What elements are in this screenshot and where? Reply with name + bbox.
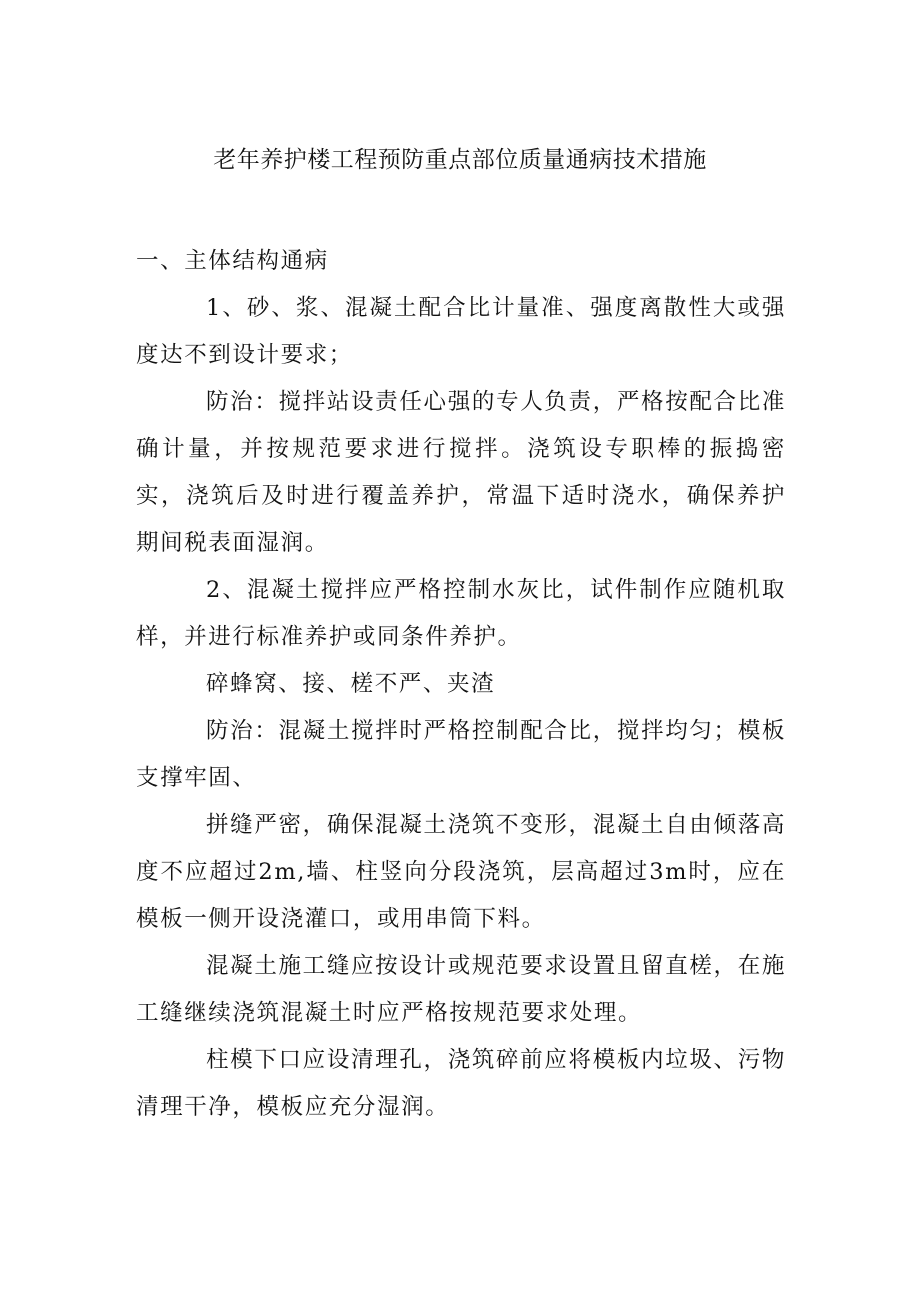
paragraph: 拼缝严密，确保混凝土浇筑不变形，混凝土自由倾落高度不应超过2m,墙、柱竖向分段浇筑，层高超过3m时，应在模板一侧开设浇灌口，或用串筒下料。 (136, 812, 786, 932)
document-title: 老年养护楼工程预防重点部位质量通病技术措施 (213, 147, 707, 173)
paragraph: 防治：搅拌站设责任心强的专人负责，严格按配合比准确计量，并按规范要求进行搅拌。浇筑设专职棒的振捣密实，浇筑后及时进行覆盖养护，常温下适时浇水，确保养护期间税表面湿润。 (136, 389, 786, 556)
paragraph: 2、混凝土搅拌应严格控制水灰比，试件制作应随机取样，并进行标准养护或同条件养护。 (136, 577, 786, 650)
document-body (136, 238, 786, 1131)
section-heading: 一、主体结构通病 (136, 248, 329, 274)
paragraph: 柱模下口应设清理孔，浇筑碎前应将模板内垃圾、污物清理干净，模板应充分湿润。 (136, 1047, 786, 1120)
paragraph: 1、砂、浆、混凝土配合比计量准、强度离散性大或强度达不到设计要求； (136, 295, 786, 368)
paragraph: 混凝土施工缝应按设计或规范要求设置且留直槎，在施工缝继续浇筑混凝土时应严格按规范要求处理。 (136, 953, 786, 1026)
paragraph: 碎蜂窝、接、槎不严、夹渣 (206, 671, 496, 697)
paragraph: 防治：混凝土搅拌时严格控制配合比，搅拌均匀；模板支撑牢固、 (136, 718, 786, 791)
